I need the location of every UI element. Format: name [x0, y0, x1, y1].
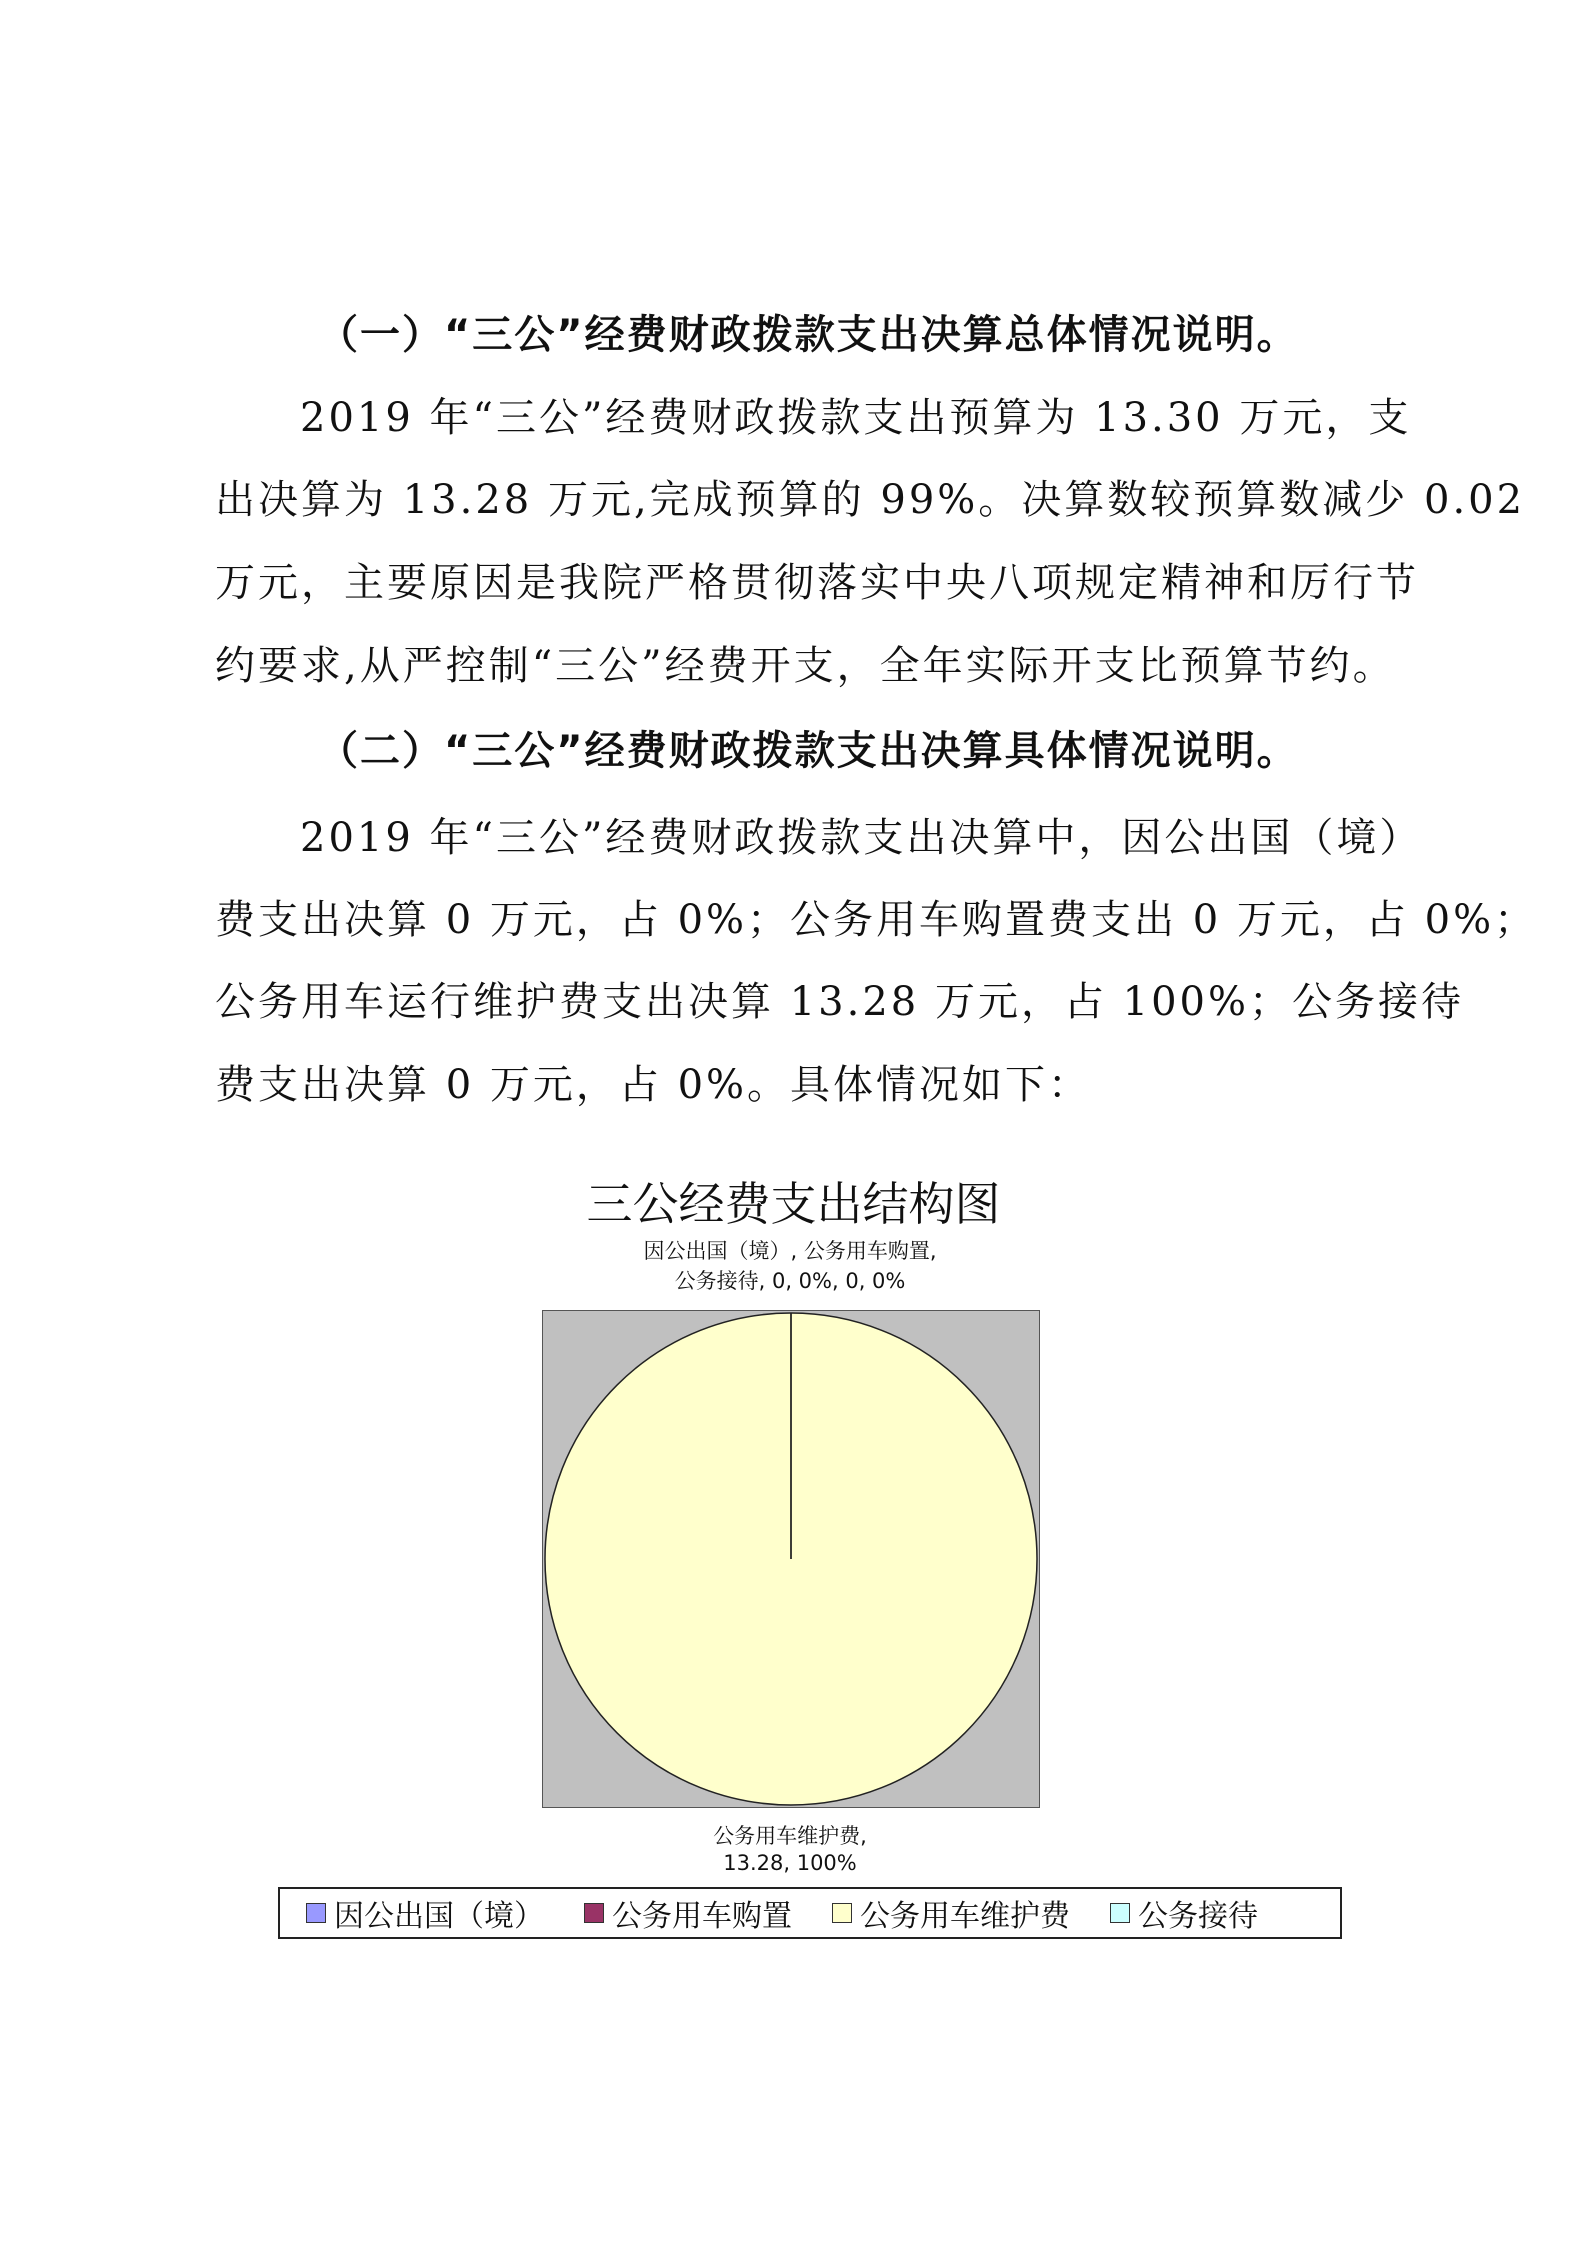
legend-label-vehicle-purchase: 公务用车购置	[612, 1899, 792, 1934]
legend-item-vehicle-maintenance	[832, 1891, 1070, 1935]
section2-line-2: 费支出决算 0 万元，占 0%；公务用车购置费支出 0 万元，占 0%；	[215, 897, 1538, 943]
section1-line-1: 2019 年“三公”经费财政拨款支出预算为 13.30 万元，支	[300, 395, 1412, 441]
chart-title: 三公经费支出结构图	[586, 1177, 1001, 1231]
section1-heading: （一）“三公”经费财政拨款支出决算总体情况说明。	[318, 312, 1299, 358]
legend-swatch-reception	[1110, 1903, 1130, 1923]
section1-line-2: 出决算为 13.28 万元,完成预算的 99%。决算数较预算数减少 0.02	[215, 477, 1526, 523]
legend-swatch-travel	[306, 1903, 326, 1923]
section2-line-4: 费支出决算 0 万元，占 0%。具体情况如下：	[215, 1062, 1092, 1108]
legend-item-vehicle-purchase	[584, 1891, 792, 1935]
section2-heading: （二）“三公”经费财政拨款支出决算具体情况说明。	[318, 728, 1299, 774]
legend-item-travel	[306, 1891, 544, 1935]
legend-label-vehicle-maintenance: 公务用车维护费	[860, 1899, 1070, 1934]
section1-line-3: 万元，主要原因是我院严格贯彻落实中央八项规定精神和厉行节	[215, 560, 1419, 606]
legend-label-travel: 因公出国（境）	[334, 1899, 544, 1934]
top-data-label-2: 公务接待, 0, 0%, 0, 0%	[674, 1269, 906, 1293]
pie-chart	[543, 1311, 1039, 1807]
legend-item-reception	[1110, 1891, 1258, 1935]
chart-legend	[278, 1887, 1342, 1939]
legend-label-reception: 公务接待	[1138, 1899, 1258, 1934]
legend-swatch-vehicle-maintenance	[832, 1903, 852, 1923]
bottom-data-label-1: 公务用车维护费,	[713, 1824, 867, 1848]
section2-line-3: 公务用车运行维护费支出决算 13.28 万元，占 100%；公务接待	[215, 979, 1465, 1025]
section1-line-4: 约要求,从严控制“三公”经费开支，全年实际开支比预算节约。	[215, 643, 1396, 689]
top-data-label-1: 因公出国（境）, 公务用车购置,	[643, 1239, 937, 1263]
bottom-data-label-2: 13.28, 100%	[723, 1851, 857, 1875]
legend-swatch-vehicle-purchase	[584, 1903, 604, 1923]
plot-area	[542, 1310, 1040, 1808]
section2-line-1: 2019 年“三公”经费财政拨款支出决算中，因公出国（境）	[300, 815, 1423, 861]
